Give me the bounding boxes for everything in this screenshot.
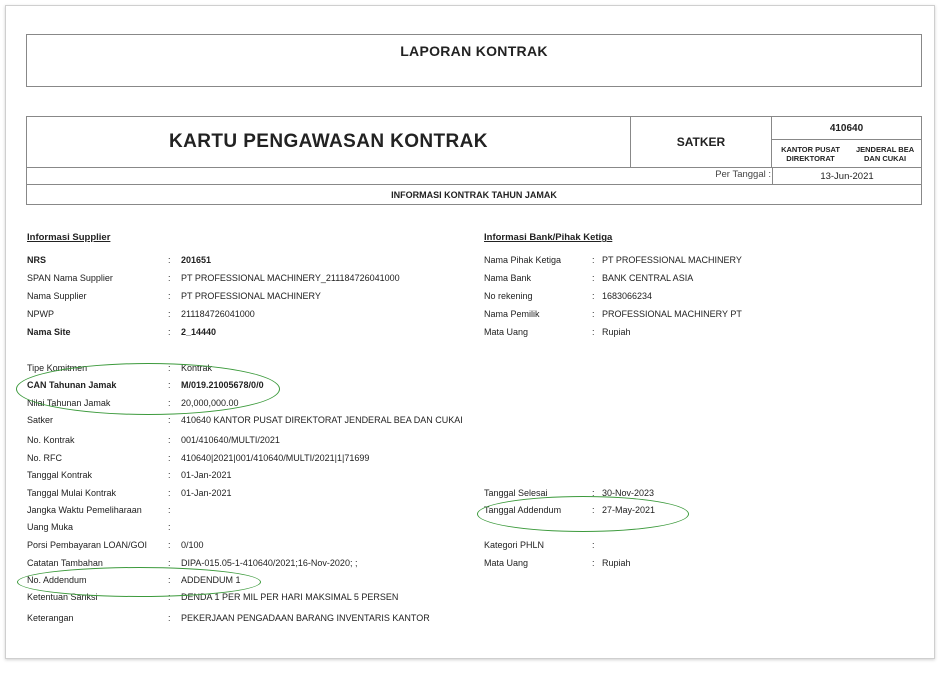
info-row	[484, 253, 914, 267]
field-value: 211184726041000	[181, 309, 255, 319]
info-row	[484, 503, 914, 517]
field-value: PT PROFESSIONAL MACHINERY	[602, 255, 742, 265]
field-value: PROFESSIONAL MACHINERY PT	[602, 309, 742, 319]
field-label: Tipe Komitmen	[27, 363, 88, 373]
per-tanggal-row	[27, 168, 921, 185]
field-label: Jangka Waktu Pemeliharaan	[27, 505, 142, 515]
info-row	[27, 253, 457, 267]
info-row	[27, 573, 457, 587]
field-separator: :	[168, 435, 171, 445]
field-separator: :	[168, 558, 171, 568]
field-separator: :	[168, 488, 171, 498]
field-value: BANK CENTRAL ASIA	[602, 273, 694, 283]
field-separator: :	[168, 255, 171, 265]
field-separator: :	[168, 291, 171, 301]
satker-name	[772, 140, 921, 167]
field-label: Nama Site	[27, 327, 71, 337]
info-row	[484, 289, 914, 303]
field-separator: :	[168, 522, 171, 532]
field-separator: :	[168, 470, 171, 480]
info-row	[27, 361, 457, 375]
field-value: 1683066234	[602, 291, 653, 301]
info-row	[27, 503, 457, 517]
per-tanggal-value: 13-Jun-2021	[772, 168, 921, 184]
bank-heading: Informasi Bank/Pihak Ketiga	[484, 232, 613, 243]
info-row	[27, 520, 457, 534]
field-value: 27-May-2021	[602, 505, 656, 515]
field-separator: :	[168, 613, 171, 623]
info-row	[27, 590, 457, 604]
field-value: 30-Nov-2023	[602, 488, 655, 498]
field-label: Tanggal Addendum	[484, 505, 562, 515]
field-separator: :	[592, 309, 595, 319]
satker-name-line2: JENDERAL BEA DAN CUKAI	[855, 144, 915, 163]
field-separator: :	[168, 380, 171, 390]
field-separator: :	[168, 453, 171, 463]
field-separator: :	[592, 327, 595, 337]
field-value: PT PROFESSIONAL MACHINERY_211184726041000	[181, 273, 400, 283]
info-row	[27, 289, 457, 303]
info-row	[27, 468, 457, 482]
field-label: NRS	[27, 255, 47, 265]
field-label: Tanggal Kontrak	[27, 470, 93, 480]
field-separator: :	[168, 363, 171, 373]
field-value: 410640 KANTOR PUSAT DIREKTORAT JENDERAL BEA DAN CUKAI	[181, 415, 463, 425]
field-separator: :	[592, 255, 595, 265]
field-value: 2_14440	[181, 327, 217, 337]
field-label: Porsi Pembayaran LOAN/GOI	[27, 540, 148, 550]
field-value: DENDA 1 PER MIL PER HARI MAKSIMAL 5 PERSEN	[181, 592, 399, 602]
field-value: 01-Jan-2021	[181, 470, 232, 480]
field-separator: :	[168, 540, 171, 550]
field-separator: :	[168, 273, 171, 283]
field-separator: :	[168, 415, 171, 425]
field-value: ADDENDUM 1	[181, 575, 241, 585]
info-row	[27, 378, 457, 392]
field-separator: :	[168, 398, 171, 408]
field-label: CAN Tahunan Jamak	[27, 380, 117, 390]
satker-code: 410640	[772, 117, 921, 140]
field-label: Mata Uang	[484, 327, 529, 337]
field-label: Nama Pemilik	[484, 309, 540, 319]
field-separator: :	[592, 291, 595, 301]
field-separator: :	[168, 505, 171, 515]
field-value: Rupiah	[602, 327, 631, 337]
field-separator: :	[592, 505, 595, 515]
per-tanggal-label: Per Tanggal :	[715, 169, 771, 180]
info-row	[484, 556, 914, 570]
satker-name-line1: KANTOR PUSAT DIREKTORAT	[781, 144, 840, 163]
field-value: 201651	[181, 255, 212, 265]
info-row	[27, 307, 457, 321]
document-page	[5, 5, 935, 659]
info-row	[27, 413, 463, 427]
field-label: Satker	[27, 415, 54, 425]
field-value: DIPA-015.05-1-410640/2021;16-Nov-2020; ;	[181, 558, 358, 568]
info-row	[484, 271, 914, 285]
info-row	[484, 486, 914, 500]
info-row	[27, 271, 457, 285]
field-value: 01-Jan-2021	[181, 488, 232, 498]
field-separator: :	[168, 327, 171, 337]
field-value: 0/100	[181, 540, 204, 550]
field-label: Nama Pihak Ketiga	[484, 255, 562, 265]
field-separator: :	[592, 558, 595, 568]
field-value: PEKERJAAN PENGADAAN BARANG INVENTARIS KANTOR	[181, 613, 430, 623]
info-row	[27, 451, 457, 465]
field-label: Tanggal Mulai Kontrak	[27, 488, 117, 498]
supplier-heading: Informasi Supplier	[27, 232, 111, 243]
field-separator: :	[592, 488, 595, 498]
field-separator: :	[592, 540, 595, 550]
info-row	[27, 538, 457, 552]
field-label: NPWP	[27, 309, 54, 319]
field-label: Ketentuan Sanksi	[27, 592, 98, 602]
field-separator: :	[168, 575, 171, 585]
info-row	[484, 307, 914, 321]
field-label: Keterangan	[27, 613, 74, 623]
field-label: No rekening	[484, 291, 533, 301]
field-value: 001/410640/MULTI/2021	[181, 435, 280, 445]
info-row	[27, 611, 457, 625]
field-value: 20,000,000.00	[181, 398, 239, 408]
field-label: Nama Bank	[484, 273, 532, 283]
field-value: Rupiah	[602, 558, 631, 568]
contract-card-table	[26, 116, 922, 205]
info-row	[484, 538, 914, 552]
field-label: Kategori PHLN	[484, 540, 545, 550]
card-header-row	[27, 117, 921, 168]
info-row	[27, 556, 457, 570]
report-title: LAPORAN KONTRAK	[400, 43, 548, 59]
field-label: SPAN Nama Supplier	[27, 273, 113, 283]
field-label: Uang Muka	[27, 522, 74, 532]
info-row	[27, 433, 457, 447]
satker-label: SATKER	[631, 117, 772, 167]
field-value: Kontrak	[181, 363, 213, 373]
field-value: 410640|2021|001/410640/MULTI/2021|1|71699	[181, 453, 370, 463]
info-row	[27, 325, 457, 339]
report-header-box	[26, 34, 922, 87]
field-label: Tanggal Selesai	[484, 488, 548, 498]
field-value: M/019.21005678/0/0	[181, 380, 264, 390]
info-row	[27, 396, 457, 410]
field-value: PT PROFESSIONAL MACHINERY	[181, 291, 321, 301]
field-label: No. Addendum	[27, 575, 87, 585]
field-separator: :	[592, 273, 595, 283]
section-title: INFORMASI KONTRAK TAHUN JAMAK	[391, 189, 557, 200]
field-separator: :	[168, 309, 171, 319]
field-label: No. RFC	[27, 453, 63, 463]
field-label: Mata Uang	[484, 558, 529, 568]
field-label: Nama Supplier	[27, 291, 87, 301]
field-separator: :	[168, 592, 171, 602]
info-row	[27, 486, 457, 500]
field-label: Catatan Tambahan	[27, 558, 103, 568]
field-label: Nilai Tahunan Jamak	[27, 398, 111, 408]
info-row	[484, 325, 914, 339]
field-label: No. Kontrak	[27, 435, 75, 445]
card-title: KARTU PENGAWASAN KONTRAK	[27, 117, 631, 167]
